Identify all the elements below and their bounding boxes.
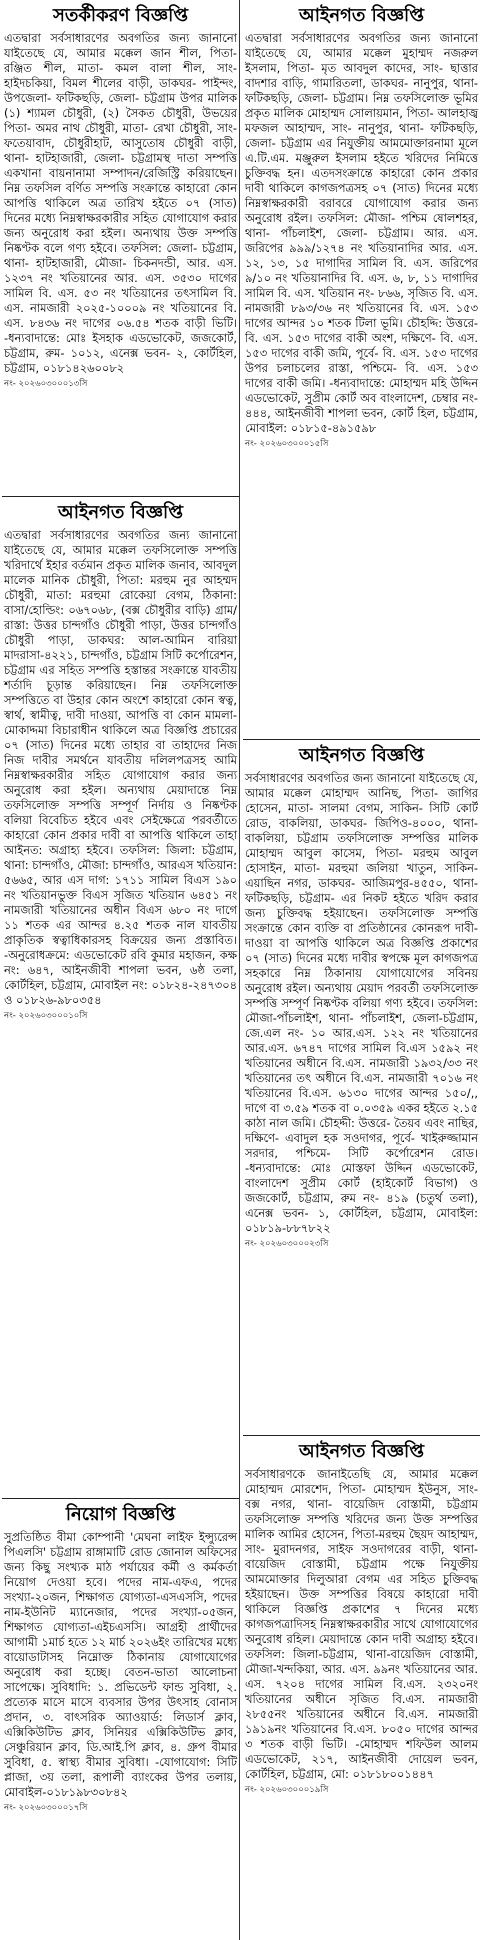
notice-title: আইনগত বিজ্ঞপ্তি — [298, 1441, 424, 1462]
notice-recruitment — [2, 1499, 239, 1937]
notice-caution — [2, 0, 239, 497]
notice-body: সর্বসাধারণের অবগতির জন্য জানানো যাইতেছে যে, আমার মক্কেল মোহাম্মদ আনিছ, পিতা- জাগির হোসেন, মাতা- সালমা বেগম, সাকিন- সিটি কোর্ট রোড, বাকলিয়া, ডাকঘর- জিপিও-৪০০০, থানা- বাকলিয়া, চট্টগ্রাম তফসিলোক্ত সম্পত্তির মালিক মোহাম্মদ আবুল কাসেম, পিতা- মরহুম আবুল হোসাইন, মাতা- মরহুমা জলিয়া খাতুন, সাকিন- এয়াছিন নগর, ডাকঘর- আজিমপুর-৪৫৫০, থানা- ফটিকছড়ি, চট্টগ্রাম- এর নিকট হইতে খরিদ করার জন্য চুক্তিবদ্ধ হইয়াছেন। তফসিলোক্ত সম্পত্তি সংক্রান্তে কোন ব্যক্তি বা প্রতিষ্ঠানের কোনরূপ দাবী-দাওয়া বা আপত্তি থাকিলে অত্র বিজ্ঞপ্তি প্রকাশের ০৭ (সাত) দিনের মধ্যে দাবীর স্বপক্ষে মূল কাগজপত্র সহকারে নিম্ন ঠিকানায় যোগাযোগের সবিনয় অনুরোধ রইল। অন্যথায় মেয়াদ পরবর্তী তফসিলোক্ত সম্পত্তি সম্পূর্ণ নিষ্কণ্টক বলিয়া গণ্য হইবে। তফসিল: মৌজা-পাঁচলাইশ, থানা- পাঁচলাইশ, জেলা-চট্টগ্রাম, জে.এল নং- ১০ আর.এস. ১২২ নং খতিয়ানের আর.এস. ৬৭৪৭ দাগের সামিল বি.এস ১৫৯২ নং খতিয়ানের অধীনে বি.এস. নামজারী ১৯৩২/৩৩ নং খতিয়ানের তৎ অধীনে বি.এস. নামজারী ৭০১৬ নং খতিয়ানের বি.এস. ৬১৩০ দাগের আন্দর ১৫০/,, দাগে বা ৩.৫৯ শতক বা ০.০৩৫৯ একর হইতে ২.১৫ কাঠা নাল জমি। চৌহদ্দী: উত্তরে- তৈয়ব এবং নাছির, দক্ষিণে- এবাদুল হক সওদাগর, পূর্বে- খাইরুজ্জামান সরদার, পশ্চিমে- সিটি কর্পোরেশন রোড। -ধন্যবাদান্তে: মোঃ মোস্তফা উদ্দিন এডভোকেট, বাংলাদেশ সুপ্রীম কোর্ট (হাইকোর্ট বিভাগ) ও জজকোর্ট, চট্টগ্রাম, রুম নং- ৪১৯ (চতুর্থ তলা), এনেক্স ভবন- ১, কোর্টহিল, চট্টগ্রাম, মোবাইল: ০১৮১৯-৮৮৭৮২২ — [245, 771, 479, 1235]
notice-ref: নং- ২০২৬০৩০০০১৯সি — [245, 1785, 329, 1795]
notice-legal-4 — [243, 740, 480, 1436]
notice-ref: নং- ২০২৬০৩০০০১০সি — [4, 1011, 88, 1021]
notice-title: আইনগত বিজ্ঞপ্তি — [298, 5, 424, 26]
right-column — [243, 0, 480, 1936]
notice-title: নিয়োগ বিজ্ঞপ্তি — [65, 1504, 176, 1525]
notice-title: আইনগত বিজ্ঞপ্তি — [57, 502, 183, 523]
notice-ref: নং- ২০২৬০৩০০০১৭সি — [4, 1803, 88, 1813]
notice-title: সতর্কীকরণ বিজ্ঞপ্তি — [52, 5, 189, 26]
notice-ref: নং- ২০২৬০৩০০০১৫সি — [245, 439, 329, 449]
notice-body: এতদ্বারা সর্বসাধারণের অবগতির জন্য জানানো যাইতেছে যে, আমার মক্কেল তফসিলোক্ত সম্পত্তি খরিদার্থে ইহার বর্তমান প্রকৃত মালিক জনাব, আবদুল মালেক মানিক চৌধুরী, পিতা: মরহুম নুর আহম্মদ চৌধুরী, মাতা: মরহুমা রোকেয়া বেগম, ঠিকানা: বাসা/হোল্ডিং: ০৬৭০৬৮, (বক্স চৌধুরীর বাড়ি) গ্রাম/রাস্তা: উত্তর চান্দগাঁও চৌধুরী পাড়া, উত্তর চান্দগাঁও চৌধুরী পাড়া, ডাকঘর: আল-আমিন বারিয়া মাদরাসা-৪২২১, চান্দগাঁও, চট্টগ্রাম সিটি কর্পোরেশন, চট্টগ্রাম এর সহিত সম্পত্তি হস্তান্তর সংক্রান্তে যাবতীয় শর্তাদি চূড়ান্ত করিয়াছেন। নিম্ন তফসিলোক্ত সম্পত্তিতে বা উহার কোন অংশে কাহারো কোন স্বত্ব, স্বার্থ, স্বামীত্ব, দাবী দাওয়া, আপত্তি বা কোন মামলা-মোকাদ্দমা বিচারাধীন থাকিলে অত্র বিজ্ঞপ্তি প্রচারের ০৭ (সাত) দিনের মধ্যে তাহার বা তাহাদের নিজ নিজ দাবীর সমর্থনে যাবতীয় দলিলপত্রসহ আমি নিম্নস্বাক্ষরকারীর সহিত যোগাযোগ করার জন্য অনুরোধ করা হইল। অন্যথায় মেয়াদান্তে নিম্ন তফসিলোক্ত সম্পত্তি সম্পূর্ণ নির্দায় ও নিষ্কণ্টক বলিয়া বিবেচিত হইবে এবং সেইক্ষেত্রে পরবর্তীতে কাহারো কোন প্রকার দাবী বা আপত্তি থাকিলে তাহা আইনত: অগ্রাহ্য হইবে। তফসিল: জিলা: চট্টগ্রাম, থানা: চান্দগাঁও, মৌজা: চান্দগাঁও, আরএস খতিয়ান: ৫৬৬৫, আর এস দাগ: ১৭১১ সামিল বিএস ১৯০ নং খতিয়ানভুক্ত বিএস সৃজিত খতিয়ান ৬৪৫১ নং নামজারী খতিয়ানের অধীন বিএস ৬৮০ নং দাগে ১১ শতক এর আন্দর ৪.২৫ শতক নাল যাবতীয় প্রাকৃতিক স্বত্বাধিকারসহ বিক্রয়ের জন্য প্রস্তাবিত। -অনুরোধক্রমে: এডভোকেট রবি কুমার মহাজন, কক্ষ নং: ৬৪৭, আইনজীবী শাপলা ভবন, ৬ষ্ঠ তলা, কোর্টহিল, চট্টগ্রাম, মোবাইল নং: ০১৮২৪-২৪৭৩০৪ ও ০১৮২৬-৯৮০৩৫৪ — [4, 528, 237, 1007]
column-divider — [239, 0, 240, 1940]
notice-legal-3 — [2, 497, 239, 1499]
notice-legal-2 — [243, 0, 480, 740]
notice-body: সর্বসাধারণকে জানাইতেছি যে, আমার মক্কেল মোহাম্মদ মোরশেদ, পিতা- মোহাম্মদ ইউনুস, সাং- বক্স নগর, থানা- বায়েজিদ বোস্তামী, চট্টগ্রাম তফসিলোক্ত সম্পত্তি খরিদের জন্য উক্ত সম্পত্তির মালিক আমির হোসেন, পিতা-মরহুম ছৈয়দ আহাম্মদ, সাং- মুরাদনগর, সাইফ সওদাগরের বাড়ী, থানা-বায়েজিদ বোস্তামী, চট্টগ্রাম পক্ষে নিযুক্তীয় আমমোক্তার দিলুআরা বেগম এর সহিত চুক্তিবদ্ধ হইয়াছেন। উক্ত সম্পত্তির বিষয়ে কাহারো দাবী থাকিলে বিজ্ঞপ্তি প্রকাশের ৭ দিনের মধ্যে কাগজপত্রাদিসহ নিম্নস্বাক্ষরকারীর সাথে যোগাযোগের অনুরোধ রহিল। মেয়াদান্তে কোন দাবী অগ্রাহ্য হইবে। তফসিল: জিলা-চট্টগ্রাম, থানা-বায়েজিদ বোস্তামী, মৌজা-খন্দকিয়া, আর. এস. ৯৯নং খতিয়ানের আর. এস. ৭২০৪ দাগের সামিল বি.এস. ২৩২০নং খতিয়ানের অধীনে সৃজিত বি.এস. নামজারী ২৮৫৫নং খতিয়ানের অধীনে বি.এস. নামজারী ১৯১৯নং খতিয়ানের বি.এস. ৮০৫০ দাগের আন্দর ৩ শতক বাড়ী ভিটি। -মোহাম্মদ শফিউল আলম এডভোকেট, ২১৭, আইনজীবী দোয়েল ভবন, কোর্টহিল, চট্টগ্রাম, মো: ০১৮১৮০০১৪৪৭ — [245, 1467, 478, 1781]
notice-body: সুপ্রতিষ্ঠিত বীমা কোম্পানী 'মেঘনা লাইফ ইন্স্যুরেন্স পিএলসি' চট্টগ্রাম রাঙ্গামাটি রোড জোনাল অফিসের জন্য কিছু সংখ্যক মাঠ পর্যায়ের কর্মী ও কর্মকর্তা নিয়োগ দেওয়া হবে। পদের নাম-এফএ, পদের সংখ্যা-২০জন, শিক্ষাগত যোগ্যতা-এসএসসি, পদের নাম-ইউনিট ম্যানেজার, পদের সংখ্যা-০৫জন, শিক্ষাগত যোগ্যতা-এইচএসসি। আগ্রহী প্রার্থীদের আগামী ১মার্চ হতে ১২ মার্চ ২০২৬ইং তারিখের মধ্যে বায়োডাটাসহ নিম্নোক্ত ঠিকানায় যোগাযোগের অনুরোধ করা হচ্ছে। বেতন-ভাতা আলোচনা সাপেক্ষে। সুবিধাদি: ১. প্রভিডেন্ট ফান্ড সুবিধা, ২. প্রত্যেক মাসে মাসে ব্যবসার উপর উৎসাহ বোনাস প্রদান, ৩. বাৎসরিক অ্যাওয়ার্ড: লিডার্স ক্লাব, এক্সিকিউটিভ ক্লাব, সিনিয়র এক্সিকিউটিভ ক্লাব, সেঞ্চুরিয়ান ক্লাব, ডি.আই.পি ক্লাব, ৪. গ্রুপ বীমার সুবিধা, ৫. স্বাস্থ্য বীমার সুবিধা। -যোগাযোগ: সিটি প্লাজা, ৩য় তলা, রূপালী ব্যাংকের উপর তলায়, মোবাইল-০১৮১৯৮৩০৮৪২ — [4, 1530, 237, 1799]
notice-ref: নং- ২০২৬০৩০০০১৩সি — [4, 379, 88, 389]
notice-body: এতদ্বারা সর্বসাধারণের অবগতির জন্য জানানো যাইতেছে যে, আমার মক্কেল মুহাম্মদ নজরুল ইসলাম, পিতা- মৃত আবদুল কাদের, সাং- ছাত্তার বাদশার বাড়ি, গামারিতলা, ডাকঘর- নানুপুর, থানা- ফটিকছড়ি, জেলা- চট্টগ্রাম। নিম্ন তফসিলোক্ত ভূমির প্রকৃত মালিক মোহাম্মদ সোলায়মান, পিতা- আলহাজ্ব মফজল আহাম্মদ, সাং- নানুপুর, থানা- ফটিকছড়ি, জেলা- চট্টগ্রাম এর নিযুক্তীয় আমমোক্তারনামা মূলে এ.টি.এম. মঞ্জুরুল ইসলাম হইতে খরিদের নিমিত্তে চুক্তিবদ্ধ হন। এতদসংক্রান্তে কাহারো কোন প্রকার দাবী থাকিলে কাগজপত্রসহ ০৭ (সাত) দিনের মধ্যে নিম্নস্বাক্ষরকারী বরাবরে যোগাযোগ করার জন্য অনুরোধ রইল। তফসিল: মৌজা- পশ্চিম ষোলশহর, থানা- পাঁচলাইশ, জেলা- চট্টগ্রাম। আর. এস. জরিপের ৯৯৯/১২৭৪ নং খতিয়ানাদির আর. এস. ১২, ১৩, ১৫ দাগাদির সামিল বি. এস. জরিপের ৯/১০ নং খতিয়ানাদির বি. এস. ৬, ৮, ১১ দাগাদির সামিল বি. এস. খতিয়ান নং- ৮৬৬, সৃজিত বি. এস. নামজারী ৮৯৩/৩৬ নং খতিয়ানের বি. এস. ১৫৩ দাগের আন্দর ১০ শতক টিলা ভূমি। চৌহদ্দি: উত্তরে- বি. এস. ১৫৩ দাগের বাকী অংশ, দক্ষিণে- বি. এস. ১৫৩ দাগের বাকী জমি, পূর্বে- বি. এস. ১৫৩ দাগের উপর চলাচলের রাস্তা, পশ্চিমে- বি. এস. ১৫৩ দাগের বাকী জমি। -ধন্যবাদান্তে: মোহাম্মদ মহি উদ্দিন এডভোকেট, সুপ্রীম কোর্ট অব বাংলাদেশ, চেম্বার নং- ৪৪৪, আইনজীবী শাপলা ভবন, কোর্ট হিল, চট্টগ্রাম, মোবাইল: ০১৮১৫-৪৯১৫৯৮ — [245, 31, 478, 435]
notice-title: আইনগত বিজ্ঞপ্তি — [298, 745, 424, 766]
notice-ref: নং- ২০২৬০৩০০০২৩সি — [245, 1239, 329, 1249]
left-column — [2, 0, 239, 1937]
notice-body: এতদ্বারা সর্বসাধারণের অবগতির জন্য জানানো যাইতেছে যে, আমার মক্কেল জান শীল, পিতা- রঞ্জিত শীল, মাতা- কমল বালা শীল, সাং- হাইদচকিয়া, বিমল শীলের বাড়ী, ডাকঘর- পাইন্দং, উপজেলা- ফটিকছড়ি, জেলা- চট্টগ্রাম উপর মালিক (১) শ্যামল চৌধুরী, (২) সৈকত চৌধুরী, উভয়ের পিতা- অমর নাথ চৌধুরী, মাতা- রেখা চৌধুরী, সাং- ফতেয়াবাদ, চৌধুরীহাট, আসুতোষ চৌধুরী বাড়ী, থানা- হাটহাজারী, জেলা- চট্টগ্রামস্থ দাতা সম্পত্তি একখানা বায়নানামা সম্পাদন/রেজিস্ট্রি করিয়াছেন। নিম্ন তফসিল বর্ণিত সম্পত্তি সংক্রান্তে কাহারো কোন আপত্তি থাকিলে অত্র তারিখ হইতে ০৭ (সাত) দিনের মধ্যে নিম্নস্বাক্ষরকারীর সহিত যোগাযোগ করার জন্য অনুরোধ করা হইল। অন্যথায় উক্ত সম্পত্তি নিষ্কণ্টক বলে গণ্য হইবে। তফসিল: জেলা- চট্টগ্রাম, থানা- হাটহাজারী, মৌজা- চিকনদন্ডী, আর. এস. ১২৩৭ নং খতিয়ানের আর. এস. ৩৫৩০ দাগের সামিল বি. এস. ৫৩ নং খতিয়ানের তৎসামিল বি. এস. নামজারী ২০২৫-১০০০৯ নং খতিয়ানের বি. এস. ৮৪৩৬ নং দাগের ০৬.৫৪ শতক বাড়ী ভিটি। -ধন্যবাদান্তে: মোঃ ইসহাক এডভোকেট, জজকোর্ট, চট্টগ্রাম, রুম- ১০১২, এনেক্স ভবন- ২, কোর্টহিল, চট্টগ্রাম, ০১৮১৪২৬০০৮২ — [4, 31, 237, 375]
notice-legal-6 — [243, 1436, 480, 1936]
